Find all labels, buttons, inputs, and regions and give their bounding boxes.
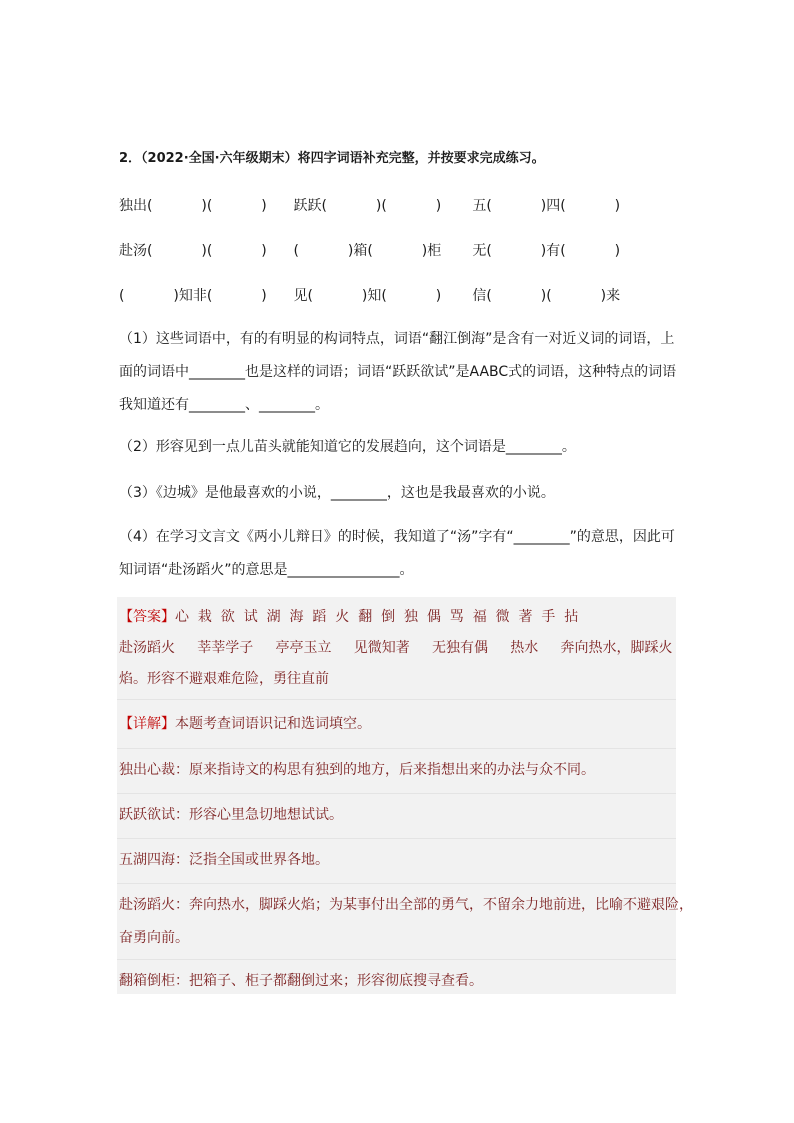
question-title: 2．（2022·全国·六年级期末）将四字词语补充完整，并按要求完成练习。 [119, 151, 545, 166]
detail-item-continued: 奋勇向前。 [119, 930, 189, 946]
divider [117, 699, 676, 700]
answer-line-2: 赴汤蹈火 莘莘学子 亭亭玉立 见微知著 无独有偶 热水 奔向热水，脚踩火 [119, 640, 673, 656]
divider [117, 793, 676, 794]
answer-line-3: 焰。形容不避艰难危险，勇往直前 [119, 671, 329, 687]
divider [117, 748, 676, 749]
divider [117, 959, 676, 960]
detail-line [119, 713, 371, 733]
detail-tag: 【详解】 [119, 716, 175, 732]
sub-question-2 [119, 431, 677, 464]
sub-question-1-line-1: （1）这些词语中，有的有明显的构词特点，词语“翻江倒海”是含有一对近义词的词语，上 [119, 331, 675, 347]
detail-item: 赴汤蹈火：奔向热水，脚踩火焰；为某事付出全部的勇气，不留余力地前进，比喻不避艰险， [119, 897, 693, 913]
answer-words: 心 栽 欲 试 湖 海 蹈 火 翻 倒 独 偶 骂 福 微 著 手 拈 [175, 609, 579, 625]
sub-question-4-line-1: （4）在学习文言文《两小儿辩日》的时候，我知道了“汤”字有“________”的意思，因此可 [119, 529, 675, 545]
blank-row-3: ( )知非( ) 见( )知( ) 信( )( )来 [119, 288, 621, 304]
detail-item: 跃跃欲试：形容心里急切地想试试。 [119, 807, 343, 823]
sub-question-3-text: （3）《边城》是他最喜欢的小说，________，这也是我最喜欢的小说。 [119, 485, 555, 501]
detail-item: 五湖四海：泛指全国或世界各地。 [119, 852, 329, 868]
detail-item: 翻箱倒柜：把箱子、柜子都翻倒过来；形容彻底搜寻查看。 [119, 973, 483, 989]
sub-question-2-text: （2）形容见到一点儿苗头就能知道它的发展趋向，这个词语是________。 [119, 439, 576, 455]
blank-row-1: 独出( )( ) 跃跃( )( ) 五( )四( ) [119, 198, 621, 214]
sub-question-1-line-2: 面的词语中________也是这样的词语；词语“跃跃欲试”是AABC式的词语，这种特点的词语 [119, 364, 677, 380]
sub-question-1-line-3: 我知道还有________、________。 [119, 397, 329, 413]
answer-line-1 [119, 606, 578, 626]
sub-question-1 [119, 323, 677, 422]
detail-item: 独出心裁：原来指诗文的构思有独到的地方，后来指想出来的办法与众不同。 [119, 762, 595, 778]
sub-question-4 [119, 521, 677, 587]
blank-row-2: 赴汤( )( ) ( )箱( )柜 无( )有( ) [119, 243, 621, 259]
sub-question-3 [119, 477, 677, 510]
sub-question-4-line-2: 知词语“赴汤蹈火”的意思是________________。 [119, 562, 414, 578]
detail-intro: 本题考查词语识记和选词填空。 [175, 716, 371, 732]
divider [117, 838, 676, 839]
divider [117, 883, 676, 884]
answer-tag: 【答案】 [119, 609, 175, 625]
